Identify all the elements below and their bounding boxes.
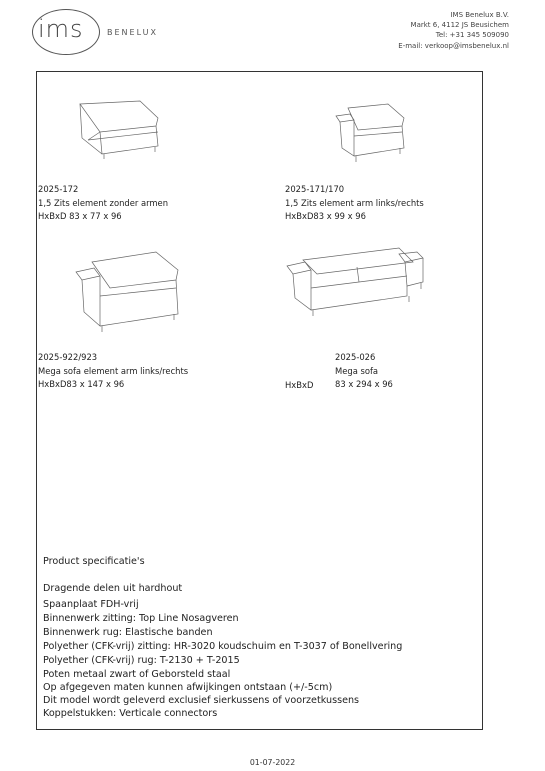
logo-subtext: BENELUX	[107, 28, 158, 37]
sofa-drawing-mega-sofa	[283, 240, 433, 320]
product-code: 2025-171/170	[285, 184, 345, 194]
product-dimensions: HxBxD 83 x 77 x 96	[38, 211, 122, 221]
company-street: Markt 6, 4112 JS Beusichem	[410, 21, 509, 30]
spec-item: Spaanplaat FDH-vrij	[43, 599, 139, 610]
logo-text: ims	[38, 15, 84, 43]
product-name: Mega sofa	[335, 366, 379, 376]
spec-item: Dragende delen uit hardhout	[43, 583, 183, 594]
product-dimensions: HxBxD83 x 99 x 96	[285, 211, 366, 221]
product-code: 2025-922/923	[38, 352, 98, 362]
spec-item: Poten metaal zwart of Geborsteld staal	[43, 669, 231, 680]
product-code: 2025-026	[335, 352, 376, 362]
product-name: Mega sofa element arm links/rechts	[38, 366, 189, 376]
spec-item: Koppelstukken: Verticale connectors	[43, 708, 218, 719]
company-phone: Tel: +31 345 509090	[435, 31, 509, 40]
spec-item: Dit model wordt geleverd exclusief sierkussens of voorzetkussens	[43, 695, 360, 706]
company-address	[398, 10, 509, 51]
product-code: 2025-172	[38, 184, 79, 194]
company-name: IMS Benelux B.V.	[450, 11, 509, 19]
spec-item: Op afgegeven maten kunnen afwijkingen ontstaan (+/-5cm)	[43, 682, 333, 693]
spec-item: Polyether (CFK-vrij) rug: T-2130 + T-2015	[43, 655, 240, 666]
product-dimensions-label: HxBxD	[285, 380, 314, 390]
product-dimensions: HxBxD83 x 147 x 96	[38, 379, 125, 389]
product-name: 1,5 Zits element zonder armen	[38, 198, 169, 208]
product-dimensions: 83 x 294 x 96	[335, 379, 393, 389]
spec-item: Binnenwerk rug: Elastische banden	[43, 627, 213, 638]
footer-date: 01-07-2022	[249, 758, 296, 767]
spec-title: Product specificatie's	[43, 556, 145, 567]
sofa-drawing-mega-element	[70, 244, 190, 334]
sofa-drawing-arm-element	[330, 100, 420, 165]
spec-item: Polyether (CFK-vrij) zitting: HR-3020 koudschuim en T-3037 of Bonellvering	[43, 641, 403, 652]
product-name: 1,5 Zits element arm links/rechts	[285, 198, 424, 208]
sofa-drawing-armless-element	[70, 96, 170, 166]
spec-item: Binnenwerk zitting: Top Line Nosagveren	[43, 613, 239, 624]
company-email: E-mail: verkoop@imsbenelux.nl	[398, 41, 509, 50]
